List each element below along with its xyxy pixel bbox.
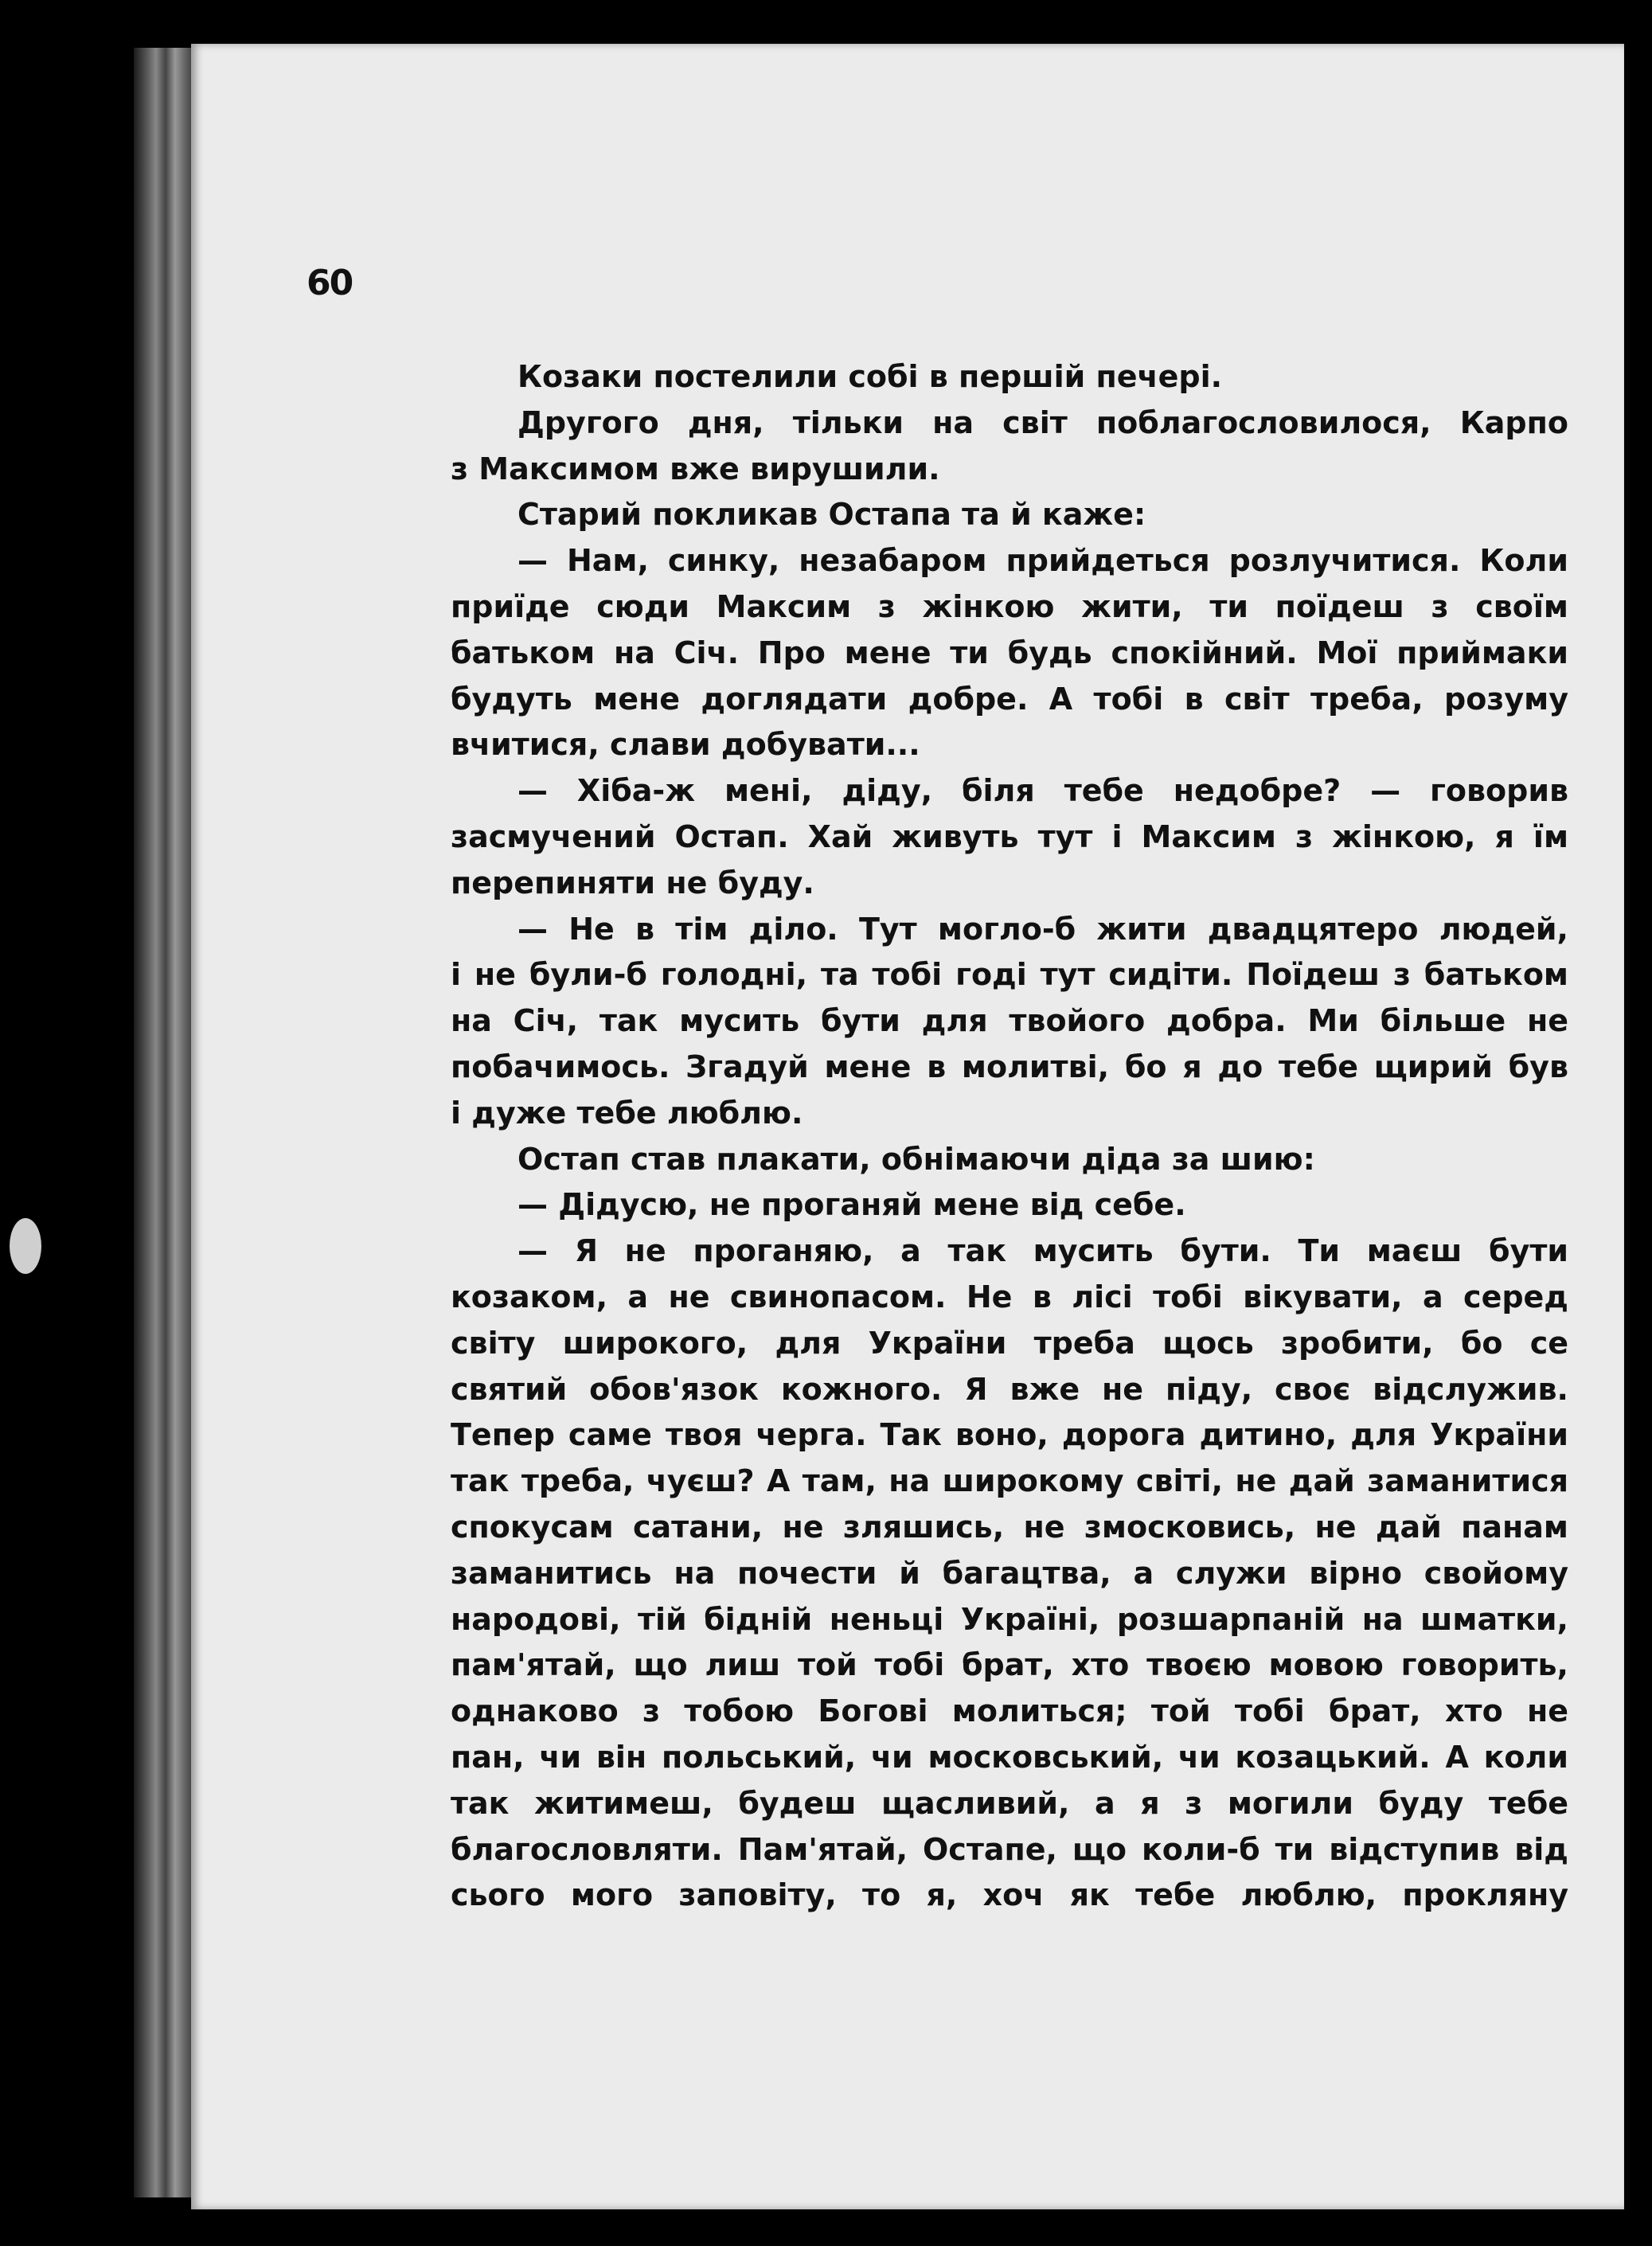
text-line: засмучений Остап. Хай живуть тут і Максим з жінкою, я їм <box>451 818 1568 854</box>
text-line: побачимось. Згадуй мене в молитві, бо я до тебе щирий був <box>451 1049 1568 1084</box>
text-line: Остап став плакати, обнімаючи діда за шию: <box>517 1141 1315 1177</box>
text-line: святий обов'язок кожного. Я вже не піду, своє відслужив. <box>451 1371 1568 1407</box>
text-line: Старий покликав Остапа та й каже: <box>517 497 1146 533</box>
text-line: спокусам сатани, не зляшись, не змосковись, не дай панам <box>451 1509 1568 1545</box>
text-line: Козаки постелили собі в першій печері. <box>517 359 1223 394</box>
text-line: будуть мене доглядати добре. А тобі в світ треба, розуму <box>451 681 1568 717</box>
text-line: — Нам, синку, незабаром прийдеться розлучитися. Коли <box>517 543 1568 579</box>
text-line: на Січ, так мусить бути для твойого добра. Ми більше не <box>451 1003 1568 1039</box>
text-line: батьком на Січ. Про мене ти будь спокійний. Мої приймаки <box>451 635 1568 670</box>
page-text <box>451 354 1568 1919</box>
text-line: і не були-б голодні, та тобі годі тут сидіти. Поїдеш з батьком <box>451 957 1568 993</box>
text-line: сього мого заповіту, то я, хоч як тебе люблю, прокляну <box>451 1877 1568 1913</box>
text-line: — Я не проганяю, а так мусить бути. Ти маєш бути <box>517 1233 1568 1269</box>
text-line: однаково з тобою Богові молиться; той тобі брат, хто не <box>451 1693 1568 1729</box>
text-line: благословляти. Пам'ятай, Остапе, що коли-б ти відступив від <box>451 1831 1568 1867</box>
page-edge-stack <box>134 48 197 2197</box>
text-line: з Максимом вже вирушили. <box>451 451 940 486</box>
text-line: перепиняти не буду. <box>451 865 814 900</box>
text-line: Другого дня, тільки на світ поблагословилося, Карпо <box>517 404 1568 440</box>
text-line: народові, тій бідній неньці Україні, розшарпаній на шматки, <box>451 1601 1568 1637</box>
text-line: — Не в тім діло. Тут могло-б жити двадцятеро людей, <box>517 911 1568 947</box>
scan-speck <box>10 1218 41 1274</box>
text-line: — Хіба-ж мені, діду, біля тебе недобре? — говорив <box>517 773 1568 809</box>
text-line: пам'ятай, що лиш той тобі брат, хто твоєю мовою говорить, <box>451 1647 1568 1683</box>
page-number: 60 <box>307 263 353 303</box>
text-line: так треба, чуєш? А там, на широкому світі, не дай заманитися <box>451 1463 1568 1499</box>
text-line: Тепер саме твоя черга. Так воно, дорога дитино, для України <box>451 1417 1568 1453</box>
text-line: приїде сюди Максим з жінкою жити, ти поїдеш з своїм <box>451 588 1568 624</box>
text-line: і дуже тебе люблю. <box>451 1095 803 1131</box>
text-line: козаком, а не свинопасом. Не в лісі тобі вікувати, а серед <box>451 1279 1568 1314</box>
text-line: — Дідусю, не проганяй мене від себе. <box>517 1187 1186 1223</box>
text-line: світу широкого, для України треба щось зробити, бо се <box>451 1325 1568 1361</box>
text-line: пан, чи він польський, чи московський, чи козацький. А коли <box>451 1739 1568 1775</box>
text-line: заманитись на почести й багацтва, а служи вірно свойому <box>451 1555 1568 1591</box>
text-line: вчитися, слави добувати... <box>451 727 920 763</box>
text-line: так житимеш, будеш щасливий, а я з могили буду тебе <box>451 1785 1568 1821</box>
